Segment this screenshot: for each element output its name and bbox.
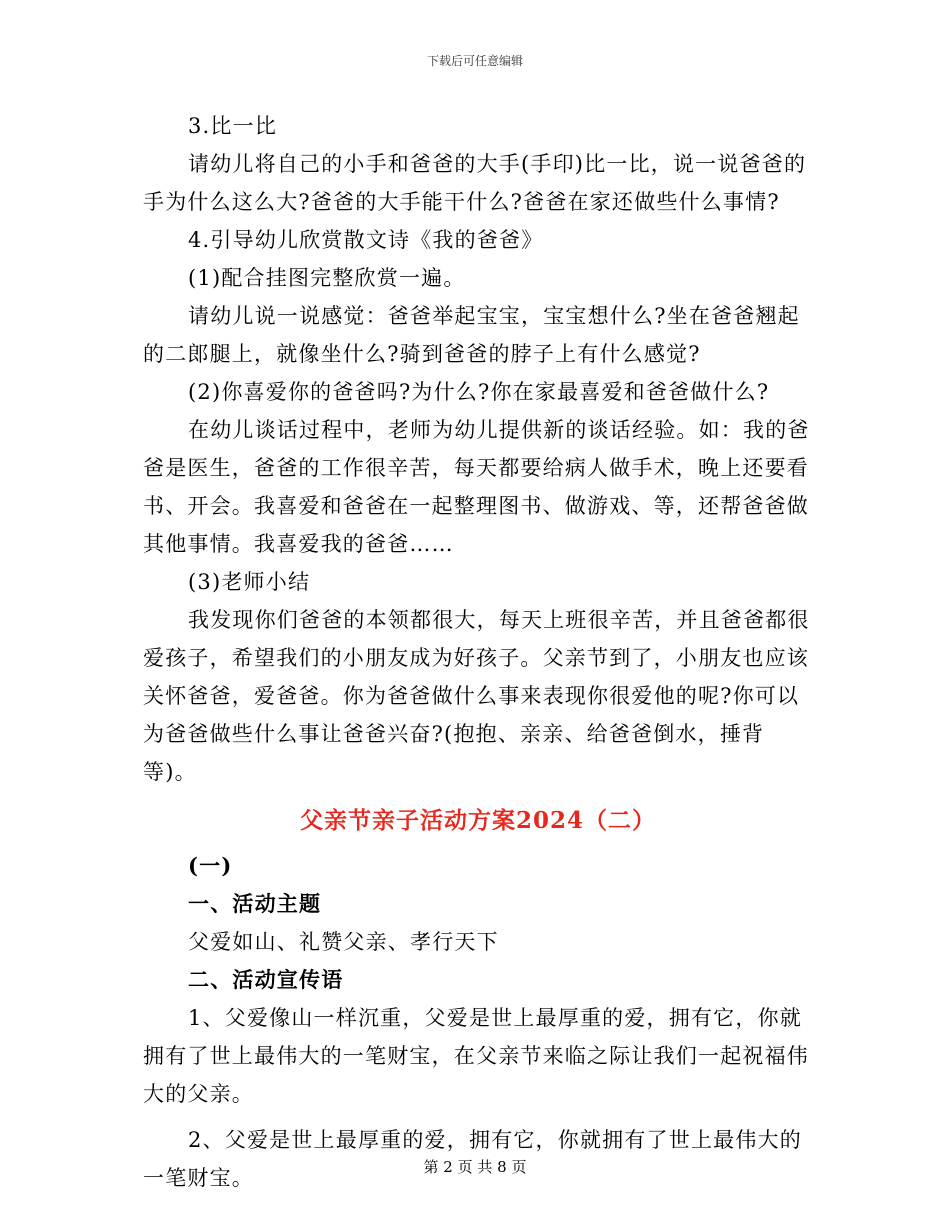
section-title: 父亲节亲子活动方案2024（二） <box>299 807 656 834</box>
heading-compare: 3.比一比 <box>188 114 278 138</box>
page-footer: 第 2 页 共 8 页 <box>423 1158 527 1176</box>
activity-theme-text: 父爱如山、礼赞父亲、孝行天下 <box>188 930 499 954</box>
paragraph-feelings: 请幼儿说一说感觉：爸爸举起宝宝，宝宝想什么?坐在爸爸翘起的二郎腿上，就像坐什么?骑到爸爸的脖子上有什么感觉? <box>143 304 800 366</box>
step-2: (2)你喜爱你的爸爸吗?为什么?你在家最喜爱和爸爸做什么? <box>188 380 770 404</box>
paragraph-summary: 我发现你们爸爸的本领都很大，每天上班很辛苦，并且爸爸都很爱孩子，希望我们的小朋友成为好孩子。父亲节到了，小朋友也应该关怀爸爸，爱爸爸。你为爸爸做什么事来表现你很爱他的呢?你可以为爸爸做些什么事让爸爸兴奋?(抱抱、亲亲、给爸爸倒水，捶背等)。 <box>143 608 810 784</box>
heading-activity-theme: 一、活动主题 <box>188 891 322 916</box>
spacer <box>143 1113 813 1121</box>
heading-prose-poem: 4.引导幼儿欣赏散文诗《我的爸爸》 <box>188 228 544 252</box>
section-part-label: (一) <box>188 853 233 878</box>
heading-slogans: 二、活动宣传语 <box>188 967 344 992</box>
step-1: (1)配合挂图完整欣赏一遍。 <box>188 266 466 290</box>
step-3: (3)老师小结 <box>188 570 311 594</box>
slogan-1: 1、父爱像山一样沉重，父爱是世上最厚重的爱，拥有它，你就拥有了世上最伟大的一笔财宝，在父亲节来临之际让我们一起祝福伟大的父亲。 <box>143 1006 809 1106</box>
document-body <box>143 107 813 1197</box>
slogan-2: 2、父爱是世上最厚重的爱，拥有它，你就拥有了世上最伟大的一笔财宝。 <box>143 1128 802 1190</box>
paragraph-conversation: 在幼儿谈话过程中，老师为幼儿提供新的谈话经验。如：我的爸爸是医生，爸爸的工作很辛苦，每天都要给病人做手术，晚上还要看书、开会。我喜爱和爸爸在一起整理图书、做游戏、等，还帮爸爸做其他事情。我喜爱我的爸爸…… <box>143 418 810 556</box>
paragraph-compare-hands: 请幼儿将自己的小手和爸爸的大手(手印)比一比，说一说爸爸的手为什么这么大?爸爸的大手能干什么?爸爸在家还做些什么事情? <box>143 152 807 214</box>
page-header: 下载后可任意编辑 <box>426 54 523 68</box>
